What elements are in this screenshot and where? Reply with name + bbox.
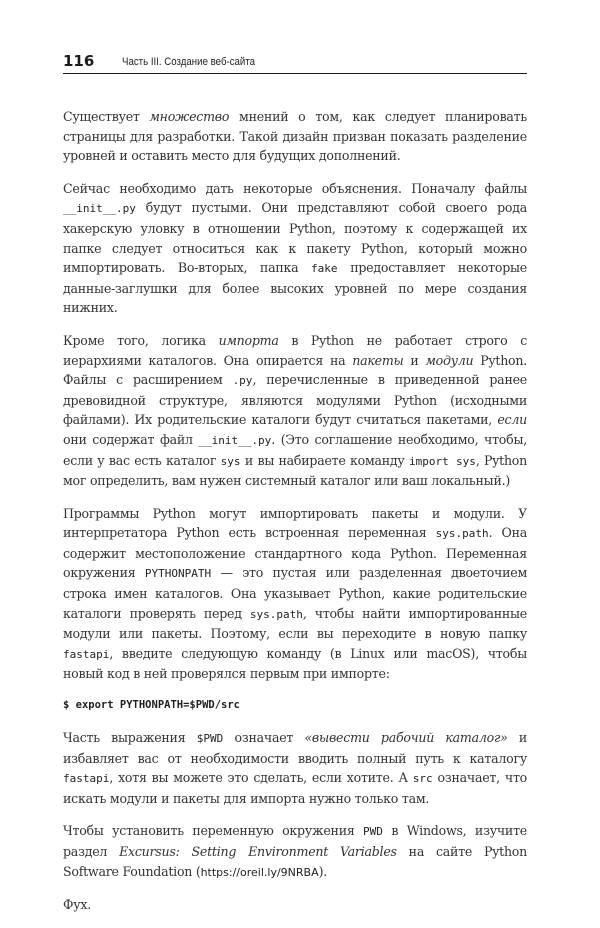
paragraph-p3 (63, 331, 527, 491)
paragraph-p1 (63, 107, 527, 166)
emphasis-text: модули (425, 352, 474, 368)
url-link[interactable]: https://oreil.ly/9NRBA (200, 865, 319, 879)
running-head: Часть III. Создание веб-сайта (122, 56, 256, 68)
inline-code: $PWD (196, 732, 224, 746)
body-text: Чтобы установить переменную окружения (63, 823, 364, 839)
inline-code: __init__.py (198, 433, 272, 447)
body-text: и (403, 352, 426, 368)
shell-command: $ export PYTHONPATH=$PWD/src (63, 699, 241, 712)
body-text: Существует (63, 109, 150, 124)
emphasis-text: пакеты (352, 352, 404, 368)
body-text: и вы набираете команду (240, 452, 409, 468)
body-text: Программы Python могут импортировать пакеты и модули. У интерпретатора Python есть встроенная переменная (63, 505, 527, 541)
page-number: 116 (63, 52, 95, 70)
body-text: , Python мог определить, вам нужен системный каталог или ваш локальный.) (63, 452, 527, 489)
paragraph-p2 (63, 179, 527, 318)
body-text: ). (318, 863, 328, 879)
code-block (63, 697, 527, 713)
page-header (63, 50, 527, 74)
body-text: , чтобы найти импортированные модули или пакеты. Поэтому, если вы переходите в новую папку (63, 605, 528, 642)
emphasis-text: если (497, 412, 527, 428)
body-text: означает, что искать модули и пакеты для импорта нужно только там. (63, 770, 527, 806)
paragraph-p5 (63, 728, 527, 808)
body-text: , хотя вы можете это сделать, если хотите. А (109, 770, 413, 786)
body-text: Python. Файлы с расширением (63, 352, 527, 388)
emphasis-text: множество (149, 109, 230, 124)
page-body (63, 107, 527, 928)
body-text: Сейчас необходимо дать некоторые объяснения. Поначалу файлы (63, 180, 527, 196)
inline-code: .py (232, 374, 253, 388)
body-text: , введите следующую команду (в Linux или macOS), чтобы новый код в ней проверялся первым при импорте: (63, 645, 527, 682)
inline-code: sys.path (435, 527, 489, 541)
body-text: предоставляет некоторые данные-заглушки для более высоких уровней по мере создания нижних. (63, 260, 527, 316)
paragraphs-before-code (63, 107, 527, 684)
body-text: Фух. (63, 897, 91, 913)
body-text: мнений о том, как следует планировать страницы для разработки. Такой дизайн призван показать разделение уровней и оставить место для будущих дополнений. (63, 109, 527, 164)
body-text: в Python не работает строго с иерархиями каталогов. Она опирается на (63, 332, 527, 368)
body-text: . (Это соглашение необходимо, чтобы, если у вас есть каталог (63, 431, 527, 468)
inline-code: fastapi (63, 647, 110, 661)
paragraph-p4 (63, 504, 527, 684)
body-text: в Windows, изучите раздел (63, 823, 527, 859)
emphasis-text: Excursus: Setting Environment Variables (119, 844, 397, 859)
inline-code: fake (311, 262, 338, 276)
body-text: они содержат файл (63, 431, 199, 447)
body-text: Часть выражения (63, 730, 197, 746)
inline-code: src (412, 772, 433, 786)
inline-code: sys (220, 454, 241, 468)
body-text: , перечисленные в приведенной ранее древовидной структуре, являются модулями Python (исходными файлами). Их родительские каталоги будут считаться пакетами, (63, 372, 527, 428)
body-text: на сайте Python Software Foundation ( (63, 844, 527, 879)
body-text: будут пустыми. Они представляют собой своего рода хакерскую уловку в отношении Python, поэтому к содержащей их папке следует относиться как к пакету Python, который можно импортировать. Во-вторых, папка (63, 200, 527, 276)
inline-code: fastapi (63, 772, 110, 786)
paragraph-p7 (63, 895, 527, 915)
body-text: означает (223, 730, 305, 746)
paragraphs-after-code (63, 728, 527, 915)
inline-code: __init__.py (63, 202, 136, 216)
body-text: и избавляет вас от необходимости вводить полный путь к каталогу (63, 730, 527, 766)
emphasis-text: «вывести рабочий каталог» (304, 730, 508, 746)
inline-code: import sys (408, 454, 476, 468)
body-text: Кроме того, логика (63, 332, 219, 348)
inline-code: PYTHONPATH (144, 567, 212, 581)
emphasis-text: импорта (218, 332, 279, 348)
inline-code: PWD (363, 825, 383, 839)
body-text: — это пустая или разделенная двоеточием строка имен каталогов. Она указывает Python, какие родительские каталоги проверять перед (63, 565, 527, 621)
body-text: . Она содержит местоположение стандартного кода Python. Переменная окружения (63, 525, 528, 581)
paragraph-p6 (63, 821, 527, 882)
inline-code: sys.path (249, 607, 303, 621)
